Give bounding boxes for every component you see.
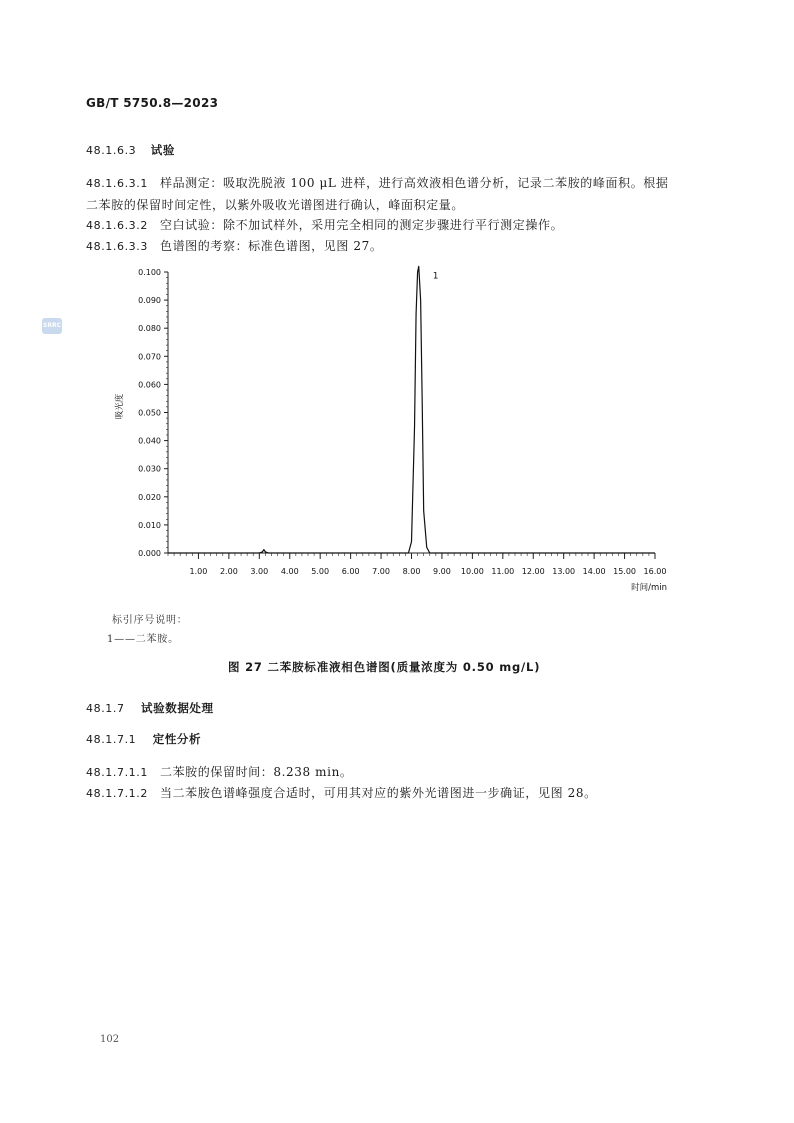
standard-header: GB/T 5750.8—2023 (86, 96, 219, 110)
section-number: 48.1.6.3 (86, 144, 137, 157)
x-tick-label: 7.00 (372, 567, 390, 576)
x-tick-label: 8.00 (402, 567, 421, 576)
paragraph-number: 48.1.7.1.1 (86, 766, 148, 779)
y-axis-title: 吸光度 (115, 393, 125, 420)
paragraph-48-1-6-3-2 (86, 214, 563, 237)
y-tick-label: 0.080 (138, 324, 161, 334)
section-title: 试验 (150, 143, 175, 157)
paragraph-text: 色谱图的考察：标准色谱图，见图 27。 (159, 239, 383, 253)
chart-labels (114, 268, 667, 593)
peak-label: 1 (432, 271, 439, 282)
x-tick-label: 16.00 (643, 567, 667, 576)
y-tick-label: 0.000 (138, 549, 161, 558)
x-axis-title: 时间/min (631, 583, 667, 593)
paragraph-48-1-6-3-1-cont: 二苯胺的保留时间定性，以紫外吸收光谱图进行确认，峰面积定量。 (86, 198, 465, 212)
y-tick-label: 0.070 (138, 352, 161, 362)
paragraph-text: 当二苯胺色谱峰强度合适时，可用其对应的紫外光谱图进一步确证，见图 28。 (159, 786, 597, 800)
y-tick-label: 0.020 (138, 492, 161, 502)
section-title: 定性分析 (152, 732, 202, 746)
chromatogram-chart (100, 262, 700, 607)
section-48-1-7-1 (86, 728, 201, 751)
section-title: 试验数据处理 (141, 701, 214, 715)
paragraph-text: 空白试验：除不加试样外，采用完全相同的测定步骤进行平行测定操作。 (159, 218, 564, 232)
x-tick-label: 9.00 (433, 567, 451, 576)
x-tick-label: 10.00 (460, 567, 484, 576)
paragraph-48-1-6-3-3 (86, 235, 382, 258)
x-tick-label: 5.00 (311, 567, 330, 576)
section-number: 48.1.7.1 (86, 733, 137, 746)
paragraph-48-1-6-3-1 (86, 172, 669, 195)
chromatogram-trace (168, 266, 655, 553)
x-tick-label: 13.00 (552, 567, 576, 576)
x-tick-label: 4.00 (280, 567, 299, 576)
x-tick-label: 2.00 (219, 567, 238, 576)
section-number: 48.1.7 (86, 702, 125, 715)
y-tick-label: 0.040 (138, 436, 161, 446)
section-48-1-6-3 (86, 139, 175, 162)
page-number: 102 (100, 1034, 120, 1045)
paragraph-48-1-7-1-2 (86, 782, 597, 805)
paragraph-text: 二苯胺的保留时间：8.238 min。 (159, 765, 353, 779)
y-tick-label: 0.010 (138, 520, 161, 530)
x-tick-label: 15.00 (613, 567, 637, 576)
y-tick-label: 0.060 (138, 380, 161, 390)
y-tick-label: 0.050 (138, 408, 161, 418)
y-tick-label: 0.100 (138, 268, 161, 277)
chart-series (168, 266, 655, 553)
chart-axes (164, 272, 655, 559)
section-48-1-7 (86, 697, 214, 720)
x-tick-label: 6.00 (341, 567, 360, 576)
paragraph-number: 48.1.6.3.1 (86, 177, 148, 190)
x-tick-label: 12.00 (521, 567, 545, 576)
y-tick-label: 0.090 (138, 296, 161, 306)
paragraph-48-1-7-1-1 (86, 761, 353, 784)
paragraph-text: 样品测定：吸取洗脱液 100 μL 进样，进行高效液相色谱分析，记录二苯胺的峰面积。根据 (159, 176, 669, 190)
paragraph-number: 48.1.6.3.2 (86, 219, 148, 232)
legend-note-title: 标引序号说明： (112, 615, 188, 626)
paragraph-number: 48.1.6.3.3 (86, 240, 148, 253)
x-tick-label: 3.00 (250, 567, 269, 576)
x-tick-label: 11.00 (491, 567, 515, 576)
y-tick-label: 0.030 (138, 464, 161, 474)
x-tick-label: 14.00 (582, 567, 606, 576)
paragraph-number: 48.1.7.1.2 (86, 787, 148, 800)
watermark-logo: SRRC (42, 318, 62, 334)
figure-caption: 图 27 二苯胺标准液相色谱图(质量浓度为 0.50 mg/L) (228, 660, 541, 674)
legend-note-item: 1——二苯胺。 (107, 634, 179, 645)
x-tick-label: 1.00 (189, 567, 208, 576)
